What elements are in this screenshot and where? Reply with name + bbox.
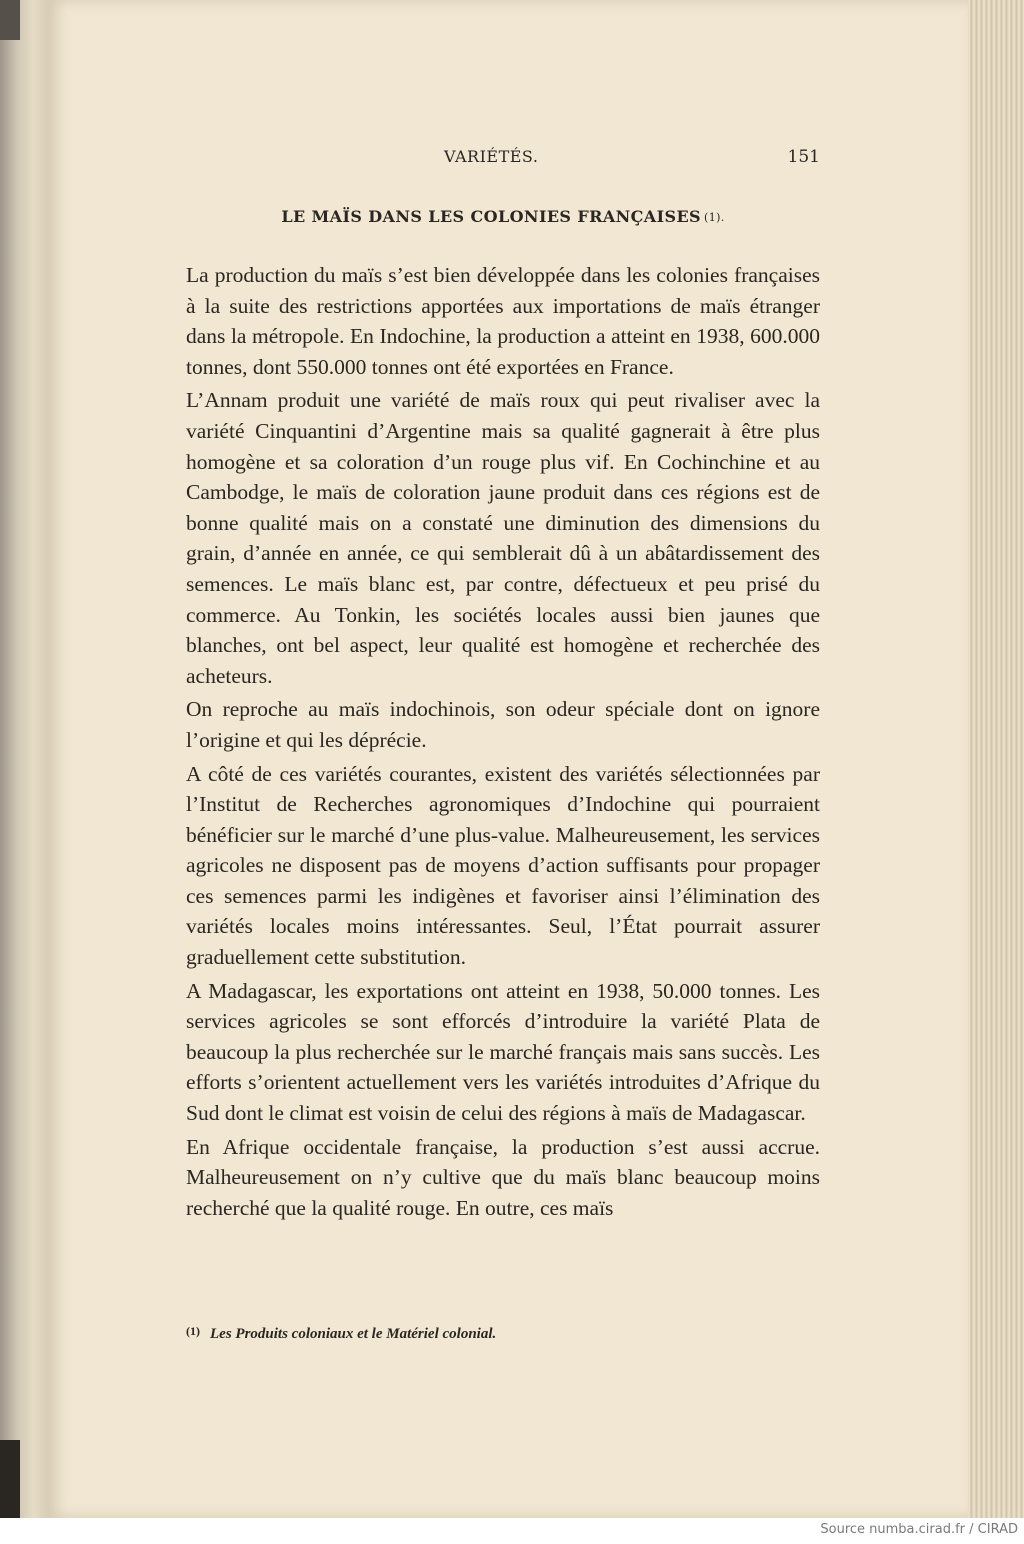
paragraph: En Afrique occidentale française, la production s’est aussi accrue. Malheureusement on n’y cultive que du maïs blanc beaucoup moins recherché que la qualité rouge. En outre, ces maïs [186,1134,820,1220]
paragraph: A côté de ces variétés courantes, existent des variétés sélectionnées par l’Institut de Recherches agronomiques d’Indochine qui pourraient bénéficier sur le marché d’une plus-value. Malheureusement, les services agricoles ne disposent pas de moyens d’action suffisants pour propager ces semences parmi les indigènes et favoriser ainsi l’élimination des variétés locales moins intéressantes. Seul, l’État pourrait assurer graduellement cette substitution. [186,761,820,970]
source-credit: Source numba.cirad.fr / CIRAD [820,1522,1018,1537]
article-title [186,202,820,238]
section-title: VARIÉTÉS. [444,147,539,166]
page-stack-edges [968,0,1024,1518]
paragraph: On reproche au maïs indochinois, son odeur spéciale dont on ignore l’origine et qui les déprécie. [186,697,820,752]
paragraph: La production du maïs s’est bien développée dans les colonies françaises à la suite des restrictions apportées aux importations de maïs étranger dans la métropole. En Indochine, la production a atteint en 1938, 600.000 tonnes, dont 550.000 tonnes ont été exportées en France. [186,263,820,379]
running-head [420,147,820,171]
article [186,202,820,1226]
source-credit-bar [0,1518,1024,1544]
binding-shadow-top [0,0,20,40]
footnote-reference: (1). [704,211,725,224]
article-body [186,260,820,1223]
footnote [186,1324,496,1343]
article-title-text: LE MAÏS DANS LES COLONIES FRANÇAISES [281,207,701,226]
footnote-text: Les Produits coloniaux et le Matériel colonial. [210,1326,497,1342]
binding-shadow-bottom [0,1440,20,1518]
paragraph: L’Annam produit une variété de maïs roux qui peut rivaliser avec la variété Cinquantini d’Argentine mais sa qualité gagnerait à être plus homogène et sa coloration d’un rouge plus vif. En Cochinchine et au Cambodge, le maïs de coloration jaune produit dans ces régions est de bonne qualité mais on a constaté une diminution des dimensions du grain, d’année en année, ce qui semblerait dû à un abâtardissement des semences. Le maïs blanc est, par contre, défectueux et peu prisé du commerce. Au Tonkin, les sociétés locales aussi bien jaunes que blanches, ont bel aspect, leur qualité est homogène et recherchée des acheteurs. [186,388,820,688]
page-number: 151 [787,147,820,167]
left-page-edge [0,0,48,1518]
footnote-mark: (1) [186,1324,200,1338]
paragraph: A Madagascar, les exportations ont atteint en 1938, 50.000 tonnes. Les services agricoles se sont efforcés d’introduire la variété Plata de beaucoup la plus recherchée sur le marché français mais sans succès. Les efforts s’orientent actuellement vers les variétés introduites d’Afrique du Sud dont le climat est voisin de celui des régions à maïs de Madagascar. [186,978,820,1126]
